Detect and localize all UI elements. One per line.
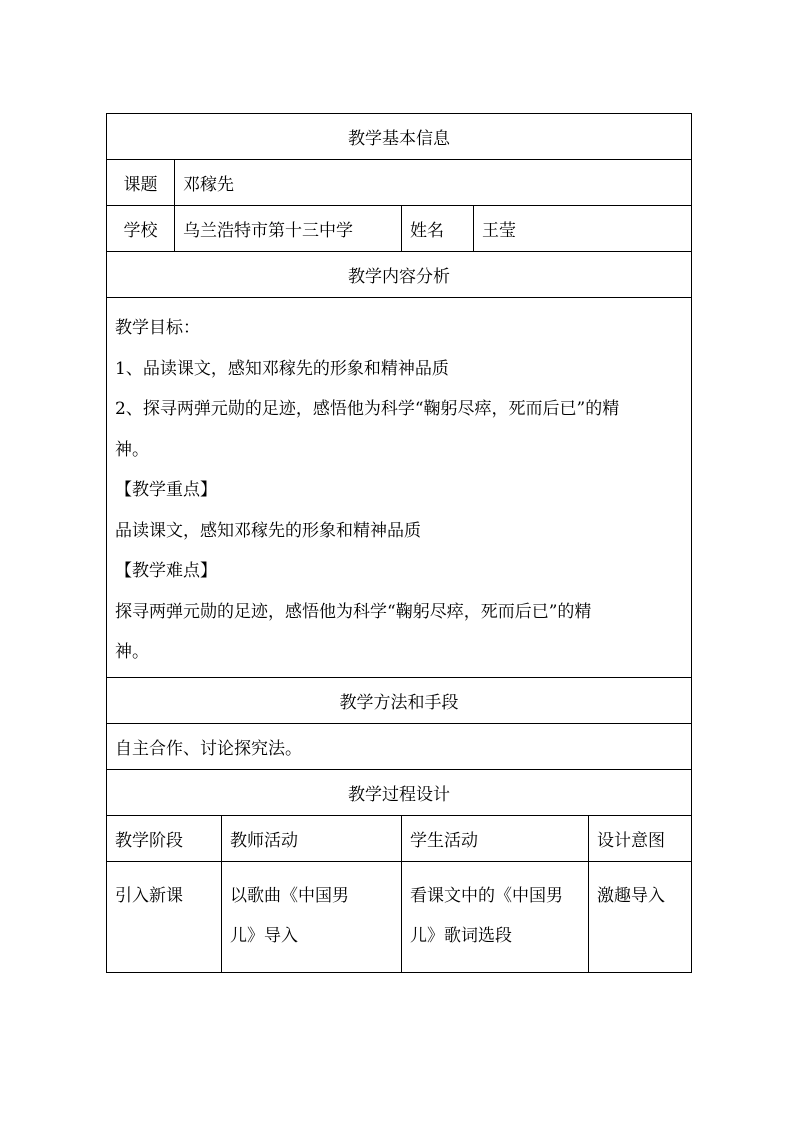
basic-info-header: 教学基本信息	[107, 114, 692, 160]
analysis-line: 1、品读课文，感知邓稼先的形象和精神品质	[115, 358, 449, 379]
name-value: 王莹	[474, 206, 692, 252]
analysis-line: 【教学难点】	[115, 561, 217, 581]
method-text: 自主合作、讨论探究法。	[107, 723, 692, 769]
method-header-row	[107, 677, 692, 723]
column-student: 学生活动	[402, 815, 589, 861]
teacher-line: 以歌曲《中国男	[230, 885, 349, 906]
process-header: 教学过程设计	[107, 769, 692, 815]
teacher-line: 儿》导入	[230, 925, 298, 946]
topic-label: 课题	[107, 160, 175, 206]
column-stage: 教学阶段	[107, 815, 222, 861]
topic-value: 邓稼先	[175, 160, 692, 206]
analysis-line: 教学目标：	[115, 318, 200, 338]
school-value: 乌兰浩特市第十三中学	[175, 206, 402, 252]
analysis-body-row	[107, 298, 692, 678]
analysis-line: 神。	[115, 642, 149, 662]
analysis-line: 神。	[115, 439, 149, 460]
analysis-body	[107, 298, 692, 678]
process-columns-row	[107, 815, 692, 861]
topic-row	[107, 160, 692, 206]
process-teacher	[222, 861, 402, 972]
analysis-header: 教学内容分析	[107, 252, 692, 298]
method-header: 教学方法和手段	[107, 677, 692, 723]
method-body-row	[107, 723, 692, 769]
process-stage: 引入新课	[107, 861, 222, 972]
analysis-line: 2、探寻两弹元勋的足迹，感悟他为科学“鞠躬尽瘁，死而后已”的精	[115, 399, 620, 419]
column-intent: 设计意图	[589, 815, 692, 861]
process-student	[402, 861, 589, 972]
analysis-line: 【教学重点】	[115, 480, 217, 500]
process-row	[107, 861, 692, 972]
name-label: 姓名	[402, 206, 474, 252]
lesson-plan-table	[106, 113, 692, 973]
analysis-line: 探寻两弹元勋的足迹，感悟他为科学“鞠躬尽瘁，死而后已”的精	[115, 601, 592, 622]
analysis-line: 品读课文，感知邓稼先的形象和精神品质	[115, 520, 421, 541]
analysis-header-row	[107, 252, 692, 298]
school-label: 学校	[107, 206, 175, 252]
student-line: 看课文中的《中国男	[410, 885, 563, 906]
student-line: 儿》歌词选段	[410, 925, 512, 946]
column-teacher: 教师活动	[222, 815, 402, 861]
process-intent: 激趣导入	[589, 861, 692, 972]
process-header-row	[107, 769, 692, 815]
school-row	[107, 206, 692, 252]
basic-info-header-row	[107, 114, 692, 160]
